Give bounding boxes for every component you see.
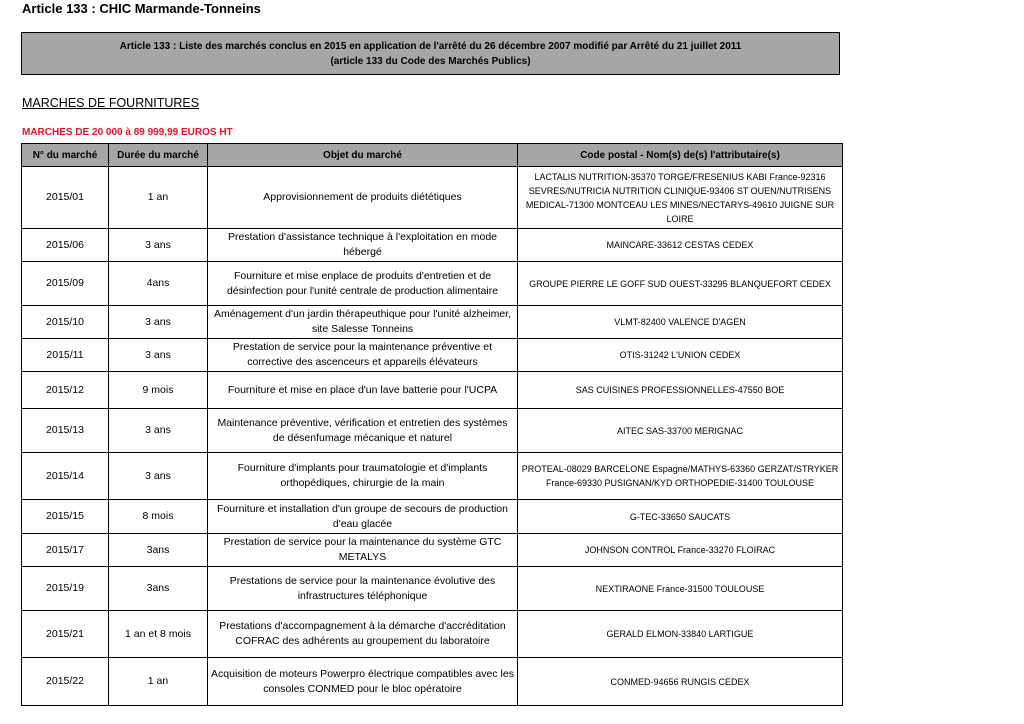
- table-row: [22, 339, 843, 372]
- cell-contract-number: 2015/17: [22, 534, 109, 567]
- cell-awardee: AITEC SAS-33700 MERIGNAC: [518, 409, 843, 453]
- banner-line-2: (article 133 du Code des Marchés Publics): [330, 56, 531, 67]
- table-row: [22, 611, 843, 658]
- cell-contract-number: 2015/10: [22, 306, 109, 339]
- cell-contract-number: 2015/22: [22, 658, 109, 706]
- cell-contract-number: 2015/14: [22, 453, 109, 500]
- table-row: [22, 372, 843, 409]
- cell-object: Fourniture d'implants pour traumatologie et d'implants orthopédiques, chirurgie de la main: [208, 453, 518, 500]
- cell-object: Fourniture et mise en place d'un lave batterie pour l'UCPA: [208, 372, 518, 409]
- table-row: [22, 229, 843, 262]
- cell-contract-number: 2015/06: [22, 229, 109, 262]
- cell-object: Prestation de service pour la maintenance du système GTC METALYS: [208, 534, 518, 567]
- table-row: [22, 306, 843, 339]
- cell-duration: 9 mois: [109, 372, 208, 409]
- cell-awardee: VLMT-82400 VALENCE D'AGEN: [518, 306, 843, 339]
- cell-duration: 3 ans: [109, 339, 208, 372]
- cell-awardee: G-TEC-33650 SAUCATS: [518, 500, 843, 534]
- cell-awardee: GROUPE PIERRE LE GOFF SUD OUEST-33295 BLANQUEFORT CEDEX: [518, 262, 843, 306]
- cell-object: Approvisionnement de produits diététiques: [208, 167, 518, 229]
- cell-object: Aménagement d'un jardin thérapeuthique pour l'unité alzheimer, site Salesse Tonneins: [208, 306, 518, 339]
- cell-object: Maintenance préventive, vérification et entretien des systèmes de désenfumage mécanique et naturel: [208, 409, 518, 453]
- cell-object: Prestation d'assistance technique à l'exploitation en mode hébergé: [208, 229, 518, 262]
- table-row: [22, 534, 843, 567]
- cell-object: Fourniture et mise enplace de produits d'entretien et de désinfection pour l'unité centrale de production alimentaire: [208, 262, 518, 306]
- cell-duration: 1 an et 8 mois: [109, 611, 208, 658]
- cell-contract-number: 2015/01: [22, 167, 109, 229]
- cell-object: Prestations de service pour la maintenance évolutive des infrastructures téléphonique: [208, 567, 518, 611]
- table-row: [22, 658, 843, 706]
- table-row: [22, 262, 843, 306]
- column-header-number: N° du marché: [22, 144, 109, 167]
- table-row: [22, 567, 843, 611]
- table-body: [22, 167, 843, 706]
- cell-contract-number: 2015/13: [22, 409, 109, 453]
- cell-awardee: SAS CUISINES PROFESSIONNELLES-47550 BOE: [518, 372, 843, 409]
- cell-duration: 3 ans: [109, 229, 208, 262]
- cell-awardee: JOHNSON CONTROL France-33270 FLOIRAC: [518, 534, 843, 567]
- cell-duration: 1 an: [109, 167, 208, 229]
- cell-duration: 3ans: [109, 567, 208, 611]
- column-header-duration: Durée du marché: [109, 144, 208, 167]
- banner-line-1: Article 133 : Liste des marchés conclus en 2015 en application de l'arrêté du 26 décembre 2007 modifié par Arrêté du 21 juillet 2011: [119, 41, 742, 52]
- cell-awardee: PROTEAL-08029 BARCELONE Espagne/MATHYS-63360 GERZAT/STRYKER France-69330 PUSIGNAN/KYD ORTHOPEDIE-31400 TOULOUSE: [518, 453, 843, 500]
- cell-duration: 4ans: [109, 262, 208, 306]
- table-row: [22, 500, 843, 534]
- cell-object: Prestation de service pour la maintenance préventive et corrective des ascenceurs et appareils élévateurs: [208, 339, 518, 372]
- document-title: Article 133 : CHIC Marmande-Tonneins: [22, 1, 261, 16]
- cell-duration: 3 ans: [109, 306, 208, 339]
- table-header-row: [22, 144, 843, 167]
- cell-duration: 3 ans: [109, 409, 208, 453]
- table-row: [22, 409, 843, 453]
- cell-contract-number: 2015/11: [22, 339, 109, 372]
- cell-awardee: LACTALIS NUTRITION-35370 TORGE/FRESENIUS KABI France-92316 SEVRES/NUTRICIA NUTRITION CLINIQUE-93406 ST OUEN/NUTRISENS MEDICAL-71300 MONTCEAU LES MINES/NECTARYS-49610 JUIGNE SUR LOIRE: [518, 167, 843, 229]
- cell-duration: 1 an: [109, 658, 208, 706]
- subsection-title: MARCHES DE 20 000 à 89 999,99 EUROS HT: [22, 127, 233, 138]
- contracts-table: [21, 143, 843, 706]
- column-header-object: Objet du marché: [208, 144, 518, 167]
- section-title: MARCHES DE FOURNITURES: [22, 96, 200, 110]
- cell-object: Acquisition de moteurs Powerpro électrique compatibles avec les consoles CONMED pour le bloc opératoire: [208, 658, 518, 706]
- cell-duration: 3ans: [109, 534, 208, 567]
- column-header-awardee: Code postal - Nom(s) de(s) l'attributaire(s): [518, 144, 843, 167]
- header-banner: [21, 32, 840, 75]
- cell-duration: 3 ans: [109, 453, 208, 500]
- cell-contract-number: 2015/12: [22, 372, 109, 409]
- cell-awardee: OTIS-31242 L'UNION CEDEX: [518, 339, 843, 372]
- cell-duration: 8 mois: [109, 500, 208, 534]
- cell-contract-number: 2015/19: [22, 567, 109, 611]
- cell-awardee: GERALD ELMON-33840 LARTIGUE: [518, 611, 843, 658]
- table-row: [22, 453, 843, 500]
- cell-contract-number: 2015/09: [22, 262, 109, 306]
- cell-contract-number: 2015/15: [22, 500, 109, 534]
- cell-object: Prestations d'accompagnement à la démarche d'accréditation COFRAC des adhérents au groupement du laboratoire: [208, 611, 518, 658]
- cell-contract-number: 2015/21: [22, 611, 109, 658]
- cell-awardee: MAINCARE-33612 CESTAS CEDEX: [518, 229, 843, 262]
- cell-object: Fourniture et installation d'un groupe de secours de production d'eau glacée: [208, 500, 518, 534]
- cell-awardee: NEXTIRAONE France-31500 TOULOUSE: [518, 567, 843, 611]
- table-row: [22, 167, 843, 229]
- cell-awardee: CONMED-94656 RUNGIS CEDEX: [518, 658, 843, 706]
